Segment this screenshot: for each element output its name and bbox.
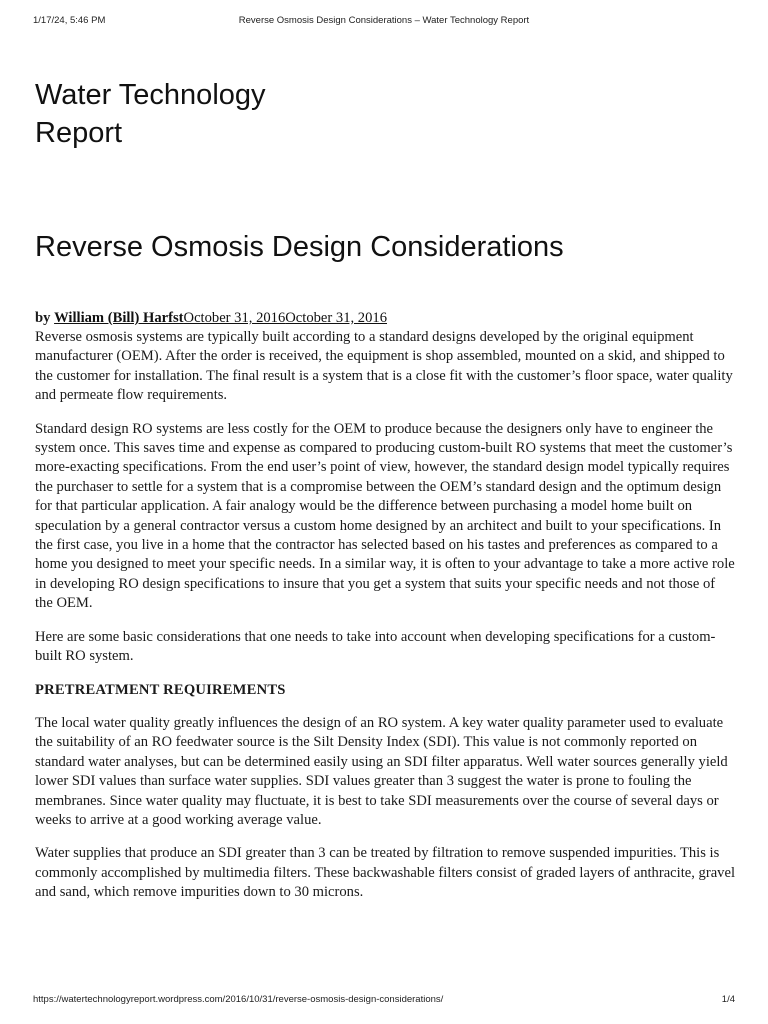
- published-date-link[interactable]: October 31, 2016: [183, 310, 286, 326]
- site-title[interactable]: [35, 76, 266, 152]
- author-link[interactable]: William (Bill) Harfst: [54, 310, 184, 326]
- paragraph: Standard design RO systems are less costly for the OEM to produce because the designers only have to engineer the system once. This saves time and expense as compared to producing custom-built RO systems that meet the customer’s more-exacting specifications. From the end user’s point of view, however, the standard design model typically requires the purchaser to settle for a system that is a compromise between the OEM’s standard design and the optimum design for that particular application. A fair analogy would be the difference between purchasing a model home built on speculation by a general contractor versus a custom home designed by an architect and built to your specifications. In the first case, you live in a home that the contractor has selected based on his tastes and preferences as compared to a home you designed to meet your specific needs. In a similar way, it is often to your advantage to take a more active role in developing RO design specifications to insure that you get a system that suits your specific needs and not those of the OEM.: [35, 420, 735, 612]
- print-datetime: 1/17/24, 5:46 PM: [33, 15, 106, 26]
- print-url: https://watertechnologyreport.wordpress.com/2016/10/31/reverse-osmosis-design-considerations/: [33, 994, 444, 1005]
- print-footer: [0, 994, 768, 1014]
- site-title-line1: Water Technology: [35, 79, 266, 111]
- byline: [35, 309, 735, 328]
- updated-date-link[interactable]: October 31, 2016: [285, 310, 387, 326]
- byline-by-label: by: [35, 310, 51, 326]
- post-title: Reverse Osmosis Design Considerations: [35, 231, 564, 263]
- print-header: [0, 0, 768, 28]
- page-number: 1/4: [721, 994, 735, 1005]
- print-document-title: Reverse Osmosis Design Considerations – Water Technology Report: [238, 15, 530, 26]
- post-content: [35, 309, 735, 917]
- paragraph: The local water quality greatly influences the design of an RO system. A key water quality parameter used to evaluate the suitability of an RO feedwater source is the Silt Density Index (SDI). This value is not commonly reported on standard water analyses, but can be determined easily using an SDI filter apparatus. Well water sources generally yield lower SDI values than surface water supplies. SDI values greater than 3 suggest the water is prone to fouling the membranes. Since water quality may fluctuate, it is best to take SDI measurements over the course of several days or weeks to arrive at a good working average value.: [35, 714, 728, 828]
- paragraph: Water supplies that produce an SDI greater than 3 can be treated by filtration to remove suspended impurities. This is commonly accomplished by multimedia filters. These backwashable filters consist of graded layers of anthracite, gravel and sand, which remove impurities down to 30 microns.: [35, 845, 736, 901]
- paragraph: Here are some basic considerations that one needs to take into account when developing specifications for a custom-built RO system.: [35, 628, 716, 665]
- site-title-line2: Report: [35, 117, 123, 149]
- section-heading: PRETREATMENT REQUIREMENTS: [35, 681, 286, 698]
- paragraph: Reverse osmosis systems are typically built according to a standard designs developed by the original equipment manufacturer (OEM). After the order is received, the equipment is shop assembled, mounted on a skid, and shipped to the customer for installation. The final result is a system that is a close fit with the customer’s floor space, water quality and permeate flow requirements.: [35, 329, 733, 404]
